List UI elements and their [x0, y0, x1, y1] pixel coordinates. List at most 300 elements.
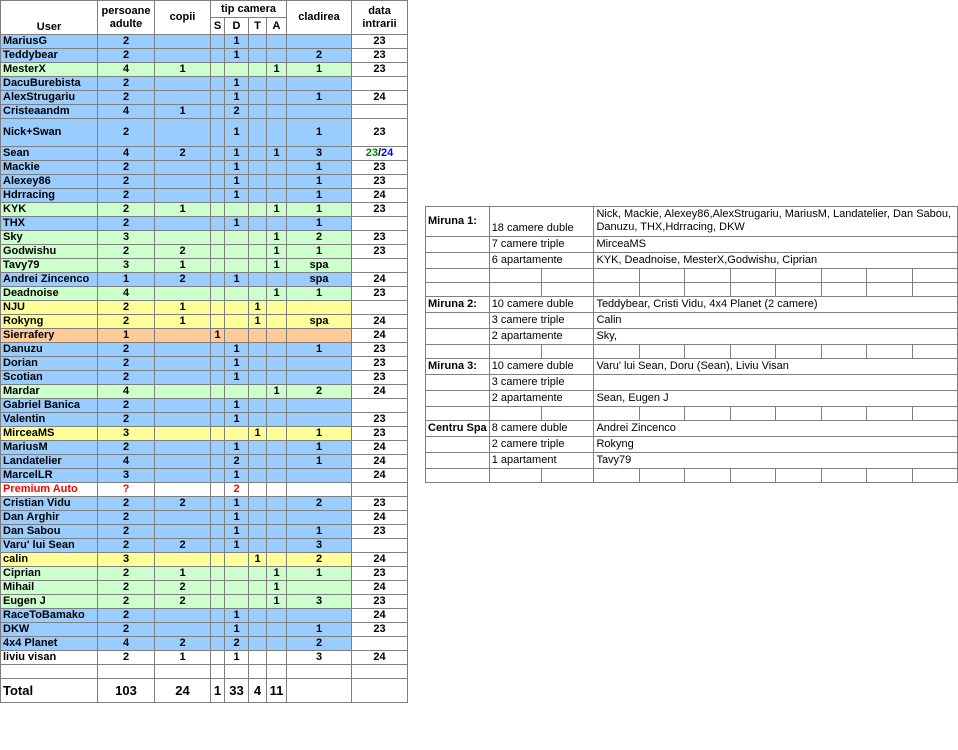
user-cell: DKW	[1, 623, 98, 637]
a-cell	[267, 315, 287, 329]
d-cell: 1	[225, 77, 249, 91]
a-cell	[267, 329, 287, 343]
date-cell: 23	[352, 231, 408, 245]
date-cell: 23	[352, 161, 408, 175]
children-cell	[155, 609, 211, 623]
d-cell	[225, 329, 249, 343]
children-cell	[155, 511, 211, 525]
user-cell: Hdrracing	[1, 189, 98, 203]
date-cell: 24	[352, 385, 408, 399]
room-count: 10 camere duble	[489, 359, 594, 375]
room-count: 18 camere duble	[489, 207, 594, 237]
table-row	[1, 231, 408, 245]
t-cell	[249, 49, 267, 63]
adults-cell: 2	[98, 567, 155, 581]
children-cell: 1	[155, 203, 211, 217]
s-cell	[211, 595, 225, 609]
assigned-users: Rokyng	[594, 437, 958, 453]
allocation-row	[426, 391, 958, 407]
d-cell	[225, 595, 249, 609]
a-cell: 1	[267, 595, 287, 609]
date-cell	[352, 483, 408, 497]
d-cell: 2	[225, 455, 249, 469]
children-cell	[155, 553, 211, 567]
user-cell: Tavy79	[1, 259, 98, 273]
allocation-row	[426, 359, 958, 375]
t-cell	[249, 511, 267, 525]
children-cell	[155, 483, 211, 497]
user-cell: calin	[1, 553, 98, 567]
adults-cell: 2	[98, 315, 155, 329]
date-cell: 23	[352, 567, 408, 581]
user-cell: Valentin	[1, 413, 98, 427]
d-cell: 1	[225, 371, 249, 385]
total-label: Total	[1, 679, 98, 703]
d-cell: 1	[225, 91, 249, 105]
header-camera-type: tip camera	[211, 1, 287, 18]
adults-cell: 2	[98, 217, 155, 231]
total-children: 24	[155, 679, 211, 703]
t-cell	[249, 623, 267, 637]
a-cell	[267, 49, 287, 63]
a-cell: 1	[267, 245, 287, 259]
t-cell	[249, 497, 267, 511]
building-cell	[287, 301, 352, 315]
assigned-users: MirceaMS	[594, 237, 958, 253]
assigned-users: KYK, Deadnoise, MesterX,Godwishu, Ciprian	[594, 253, 958, 269]
table-row	[1, 371, 408, 385]
date-cell: 23	[352, 525, 408, 539]
s-cell	[211, 63, 225, 77]
a-cell: 1	[267, 567, 287, 581]
s-cell	[211, 343, 225, 357]
a-cell	[267, 483, 287, 497]
building-cell	[287, 511, 352, 525]
d-cell	[225, 385, 249, 399]
children-cell	[155, 427, 211, 441]
room-count: 8 camere duble	[489, 421, 594, 437]
adults-cell: 2	[98, 651, 155, 665]
d-cell	[225, 315, 249, 329]
adults-cell: 2	[98, 203, 155, 217]
user-cell: Sky	[1, 231, 98, 245]
building-allocation-table	[425, 206, 958, 483]
table-row	[1, 49, 408, 63]
user-cell: Landatelier	[1, 455, 98, 469]
total-t: 4	[249, 679, 267, 703]
d-cell: 2	[225, 483, 249, 497]
s-cell	[211, 413, 225, 427]
room-count: 6 apartamente	[489, 253, 594, 269]
t-cell	[249, 357, 267, 371]
d-cell: 1	[225, 413, 249, 427]
adults-cell: 2	[98, 595, 155, 609]
group-name: Miruna 2:	[426, 297, 490, 313]
table-row	[1, 441, 408, 455]
children-cell	[155, 49, 211, 63]
date-cell: 24	[352, 315, 408, 329]
adults-cell: 2	[98, 525, 155, 539]
table-row	[1, 665, 408, 679]
group-name: Miruna 3:	[426, 359, 490, 375]
children-cell	[155, 385, 211, 399]
a-cell	[267, 77, 287, 91]
table-row	[1, 525, 408, 539]
children-cell	[155, 399, 211, 413]
table-row	[1, 217, 408, 231]
t-cell	[249, 595, 267, 609]
a-cell	[267, 105, 287, 119]
assigned-users: Andrei Zincenco	[594, 421, 958, 437]
building-cell	[287, 77, 352, 91]
user-cell: Andrei Zincenco	[1, 273, 98, 287]
d-cell: 1	[225, 525, 249, 539]
table-row	[1, 189, 408, 203]
s-cell	[211, 525, 225, 539]
children-cell: 1	[155, 63, 211, 77]
d-cell: 1	[225, 343, 249, 357]
adults-cell: 2	[98, 175, 155, 189]
user-cell: Varu' lui Sean	[1, 539, 98, 553]
allocation-row	[426, 329, 958, 345]
table-row	[1, 427, 408, 441]
building-cell: 1	[287, 343, 352, 357]
children-cell	[155, 217, 211, 231]
user-cell: Teddybear	[1, 49, 98, 63]
a-cell	[267, 651, 287, 665]
table-row	[1, 203, 408, 217]
children-cell	[155, 161, 211, 175]
a-cell	[267, 119, 287, 147]
assigned-users: Teddybear, Cristi Vidu, 4x4 Planet (2 camere)	[594, 297, 958, 313]
date-cell: 24	[352, 651, 408, 665]
building-cell: 1	[287, 427, 352, 441]
children-cell	[155, 469, 211, 483]
table-row	[1, 581, 408, 595]
adults-cell: 2	[98, 623, 155, 637]
a-cell	[267, 413, 287, 427]
adults-cell: 3	[98, 553, 155, 567]
date-cell: 24	[352, 511, 408, 525]
assigned-users: Sky,	[594, 329, 958, 345]
a-cell	[267, 175, 287, 189]
table-row	[1, 77, 408, 91]
date-cell	[352, 217, 408, 231]
building-cell: 2	[287, 231, 352, 245]
a-cell	[267, 553, 287, 567]
t-cell	[249, 119, 267, 147]
table-row	[1, 91, 408, 105]
children-cell: 1	[155, 259, 211, 273]
table-row	[1, 343, 408, 357]
blank-row	[426, 407, 958, 421]
building-cell	[287, 371, 352, 385]
t-cell	[249, 91, 267, 105]
assigned-users: Sean, Eugen J	[594, 391, 958, 407]
user-cell: Premium Auto	[1, 483, 98, 497]
user-cell: Danuzu	[1, 343, 98, 357]
a-cell	[267, 441, 287, 455]
d-cell: 1	[225, 441, 249, 455]
room-count: 3 camere triple	[489, 375, 594, 391]
table-row	[1, 553, 408, 567]
t-cell	[249, 609, 267, 623]
s-cell	[211, 217, 225, 231]
d-cell: 1	[225, 49, 249, 63]
building-cell: 2	[287, 497, 352, 511]
a-cell	[267, 511, 287, 525]
totals-row	[1, 679, 408, 703]
children-cell	[155, 35, 211, 49]
a-cell	[267, 525, 287, 539]
t-cell	[249, 175, 267, 189]
building-cell: 1	[287, 161, 352, 175]
header-date: data intrarii	[352, 1, 408, 35]
date-cell: 24	[352, 609, 408, 623]
adults-cell: 2	[98, 35, 155, 49]
a-cell	[267, 273, 287, 287]
a-cell	[267, 427, 287, 441]
building-cell: 1	[287, 203, 352, 217]
building-cell	[287, 105, 352, 119]
t-cell	[249, 147, 267, 161]
date-cell: 23	[352, 63, 408, 77]
date-cell: 24	[352, 581, 408, 595]
adults-cell: 2	[98, 511, 155, 525]
t-cell	[249, 651, 267, 665]
adults-cell: 2	[98, 413, 155, 427]
d-cell: 1	[225, 497, 249, 511]
children-cell	[155, 357, 211, 371]
date-cell: 24	[352, 91, 408, 105]
user-cell: Dan Sabou	[1, 525, 98, 539]
date-cell: 23	[352, 595, 408, 609]
building-cell: 1	[287, 91, 352, 105]
date-cell: 23/24	[352, 147, 408, 161]
adults-cell: 2	[98, 497, 155, 511]
adults-cell: 2	[98, 441, 155, 455]
user-cell: DacuBurebista	[1, 77, 98, 91]
s-cell	[211, 105, 225, 119]
building-cell	[287, 357, 352, 371]
table-row	[1, 35, 408, 49]
children-cell: 2	[155, 497, 211, 511]
date-cell: 23	[352, 623, 408, 637]
date-cell	[352, 399, 408, 413]
allocation-row	[426, 253, 958, 269]
room-count: 2 apartamente	[489, 329, 594, 345]
adults-cell: 2	[98, 581, 155, 595]
a-cell	[267, 371, 287, 385]
user-cell: Sierrafery	[1, 329, 98, 343]
children-cell: 2	[155, 539, 211, 553]
s-cell	[211, 567, 225, 581]
t-cell	[249, 231, 267, 245]
user-cell: Dan Arghir	[1, 511, 98, 525]
room-count: 2 camere triple	[489, 437, 594, 453]
t-cell	[249, 399, 267, 413]
d-cell: 1	[225, 189, 249, 203]
date-cell	[352, 77, 408, 91]
building-cell: 2	[287, 553, 352, 567]
user-cell: Gabriel Banica	[1, 399, 98, 413]
adults-cell: 1	[98, 329, 155, 343]
adults-cell: 4	[98, 385, 155, 399]
a-cell	[267, 301, 287, 315]
s-cell	[211, 427, 225, 441]
a-cell	[267, 357, 287, 371]
s-cell	[211, 315, 225, 329]
adults-cell: 1	[98, 273, 155, 287]
s-cell	[211, 539, 225, 553]
d-cell: 1	[225, 651, 249, 665]
blank-row	[426, 283, 958, 297]
s-cell	[211, 119, 225, 147]
d-cell: 1	[225, 147, 249, 161]
s-cell	[211, 259, 225, 273]
room-count: 7 camere triple	[489, 237, 594, 253]
children-cell	[155, 91, 211, 105]
user-cell: RaceToBamako	[1, 609, 98, 623]
s-cell	[211, 273, 225, 287]
assigned-users: Nick, Mackie, Alexey86,AlexStrugariu, MariusM, Landatelier, Dan Sabou, Danuzu, THX,Hdrracing, DKW	[594, 207, 958, 237]
children-cell	[155, 371, 211, 385]
s-cell	[211, 357, 225, 371]
adults-cell: 4	[98, 455, 155, 469]
a-cell	[267, 35, 287, 49]
adults-cell: 2	[98, 119, 155, 147]
table-row	[1, 105, 408, 119]
assigned-users	[594, 375, 958, 391]
s-cell	[211, 553, 225, 567]
blank-row	[426, 269, 958, 283]
user-cell: Scotian	[1, 371, 98, 385]
a-cell	[267, 161, 287, 175]
t-cell	[249, 539, 267, 553]
adults-cell: 2	[98, 245, 155, 259]
date-cell: 23	[352, 357, 408, 371]
t-cell: 1	[249, 427, 267, 441]
table-row	[1, 161, 408, 175]
s-cell	[211, 35, 225, 49]
blank-row	[426, 469, 958, 483]
building-cell	[287, 35, 352, 49]
user-cell: Alexey86	[1, 175, 98, 189]
header-t: T	[249, 18, 267, 35]
table-row	[1, 399, 408, 413]
a-cell	[267, 623, 287, 637]
user-cell: MarcelLR	[1, 469, 98, 483]
d-cell: 1	[225, 469, 249, 483]
table-row	[1, 623, 408, 637]
s-cell	[211, 49, 225, 63]
children-cell	[155, 189, 211, 203]
building-cell	[287, 581, 352, 595]
d-cell	[225, 581, 249, 595]
a-cell	[267, 91, 287, 105]
children-cell	[155, 77, 211, 91]
table-row	[1, 609, 408, 623]
user-cell: NJU	[1, 301, 98, 315]
children-cell: 2	[155, 637, 211, 651]
d-cell: 1	[225, 273, 249, 287]
table-row	[1, 301, 408, 315]
a-cell	[267, 343, 287, 357]
date-cell: 24	[352, 553, 408, 567]
table-row	[1, 329, 408, 343]
d-cell: 1	[225, 35, 249, 49]
t-cell	[249, 455, 267, 469]
room-count: 1 apartament	[489, 453, 594, 469]
user-cell: Dorian	[1, 357, 98, 371]
building-cell: 1	[287, 175, 352, 189]
d-cell: 2	[225, 637, 249, 651]
user-cell: Cristeaandm	[1, 105, 98, 119]
a-cell: 1	[267, 287, 287, 301]
d-cell	[225, 287, 249, 301]
adults-cell: 4	[98, 637, 155, 651]
table-row	[1, 567, 408, 581]
s-cell	[211, 441, 225, 455]
s-cell	[211, 77, 225, 91]
adults-cell: 3	[98, 427, 155, 441]
table-row	[1, 469, 408, 483]
children-cell	[155, 343, 211, 357]
s-cell	[211, 91, 225, 105]
user-cell: Sean	[1, 147, 98, 161]
date-cell: 24	[352, 273, 408, 287]
a-cell	[267, 189, 287, 203]
user-cell: 4x4 Planet	[1, 637, 98, 651]
user-cell: MirceaMS	[1, 427, 98, 441]
a-cell: 1	[267, 147, 287, 161]
a-cell	[267, 399, 287, 413]
t-cell: 1	[249, 301, 267, 315]
table-row	[1, 595, 408, 609]
children-cell	[155, 287, 211, 301]
s-cell	[211, 637, 225, 651]
children-cell: 1	[155, 301, 211, 315]
allocation-row	[426, 421, 958, 437]
t-cell	[249, 259, 267, 273]
a-cell: 1	[267, 63, 287, 77]
allocation-row	[426, 313, 958, 329]
adults-cell: 4	[98, 105, 155, 119]
user-cell: THX	[1, 217, 98, 231]
d-cell	[225, 301, 249, 315]
a-cell: 1	[267, 259, 287, 273]
s-cell	[211, 385, 225, 399]
building-cell: 3	[287, 651, 352, 665]
building-cell: 1	[287, 623, 352, 637]
user-cell: Godwishu	[1, 245, 98, 259]
table-row	[1, 497, 408, 511]
children-cell	[155, 623, 211, 637]
table-row	[1, 483, 408, 497]
adults-cell: ?	[98, 483, 155, 497]
date-cell: 23	[352, 175, 408, 189]
t-cell	[249, 217, 267, 231]
a-cell	[267, 455, 287, 469]
user-cell: Nick+Swan	[1, 119, 98, 147]
date-cell: 24	[352, 441, 408, 455]
children-cell: 2	[155, 581, 211, 595]
children-cell: 2	[155, 147, 211, 161]
adults-cell: 2	[98, 609, 155, 623]
building-cell	[287, 329, 352, 343]
d-cell: 2	[225, 105, 249, 119]
d-cell: 1	[225, 357, 249, 371]
